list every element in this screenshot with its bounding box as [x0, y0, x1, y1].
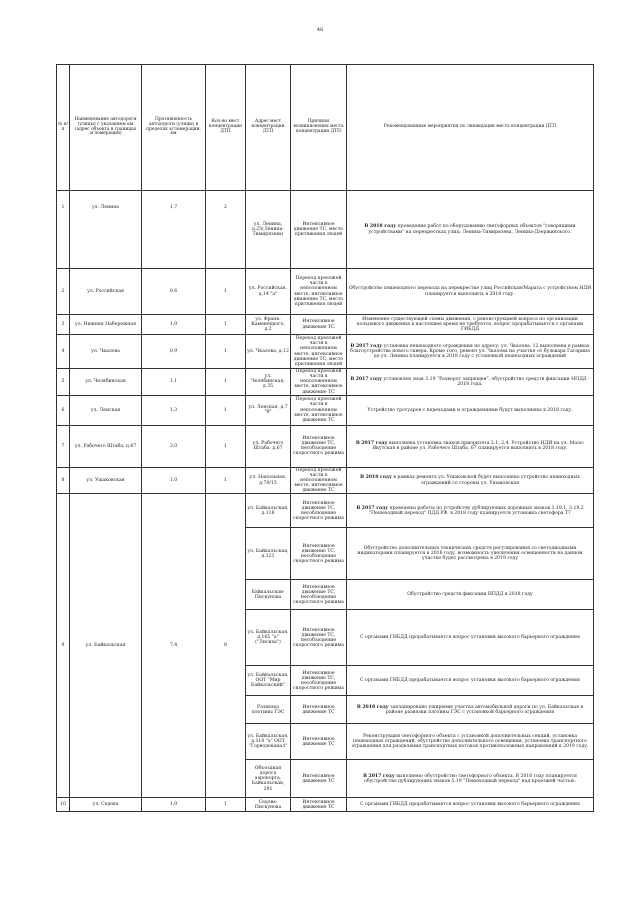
place-cause: Интенсивное движение ТС, несоблюдение скоростного режима — [291, 494, 347, 528]
measure-text: установка пешеходного ограждения по адресу: ул. Чкалова, 12 выполнена в рамках благоустройства нового сквера. Кроме того, ремонт ул. Чкалова на участке от бульвара Гагарина до ул. Ленина планируется в 2018 году с установкой пешеходных ограждений — [350, 343, 590, 360]
street-name: ул. Чкалова — [70, 335, 142, 369]
place-measure — [347, 798, 594, 812]
place-address: ул. Напольная, д.70/15 — [246, 467, 291, 494]
street-length: 3,0 — [142, 425, 206, 467]
measure-year: В 2017 году — [350, 343, 383, 349]
place-measure — [347, 191, 594, 269]
measure-year: В 2017 году — [356, 505, 389, 511]
street-name: ул. Седова — [70, 798, 142, 812]
place-measure — [347, 666, 594, 696]
measure-text: Реконструкция светофорного объекта с установкой дополнительных секций, установка пешеходных ограждений, обустройство дополнительного освещения, установка транспортного ограждения для разделения транспортных потоков противоположных направлений в 2019 году. — [351, 734, 589, 750]
measure-text: выполнена установка знаков приоритета 2.1, 2.4. Устройство НДИ на ул. Мало-Якутская в районе ул. Рабочего Штаба, 67 планируется выполнить в 2018 году. — [372, 441, 585, 452]
places-count: 1 — [206, 467, 246, 494]
place-measure — [347, 395, 594, 425]
street-length: 1,0 — [142, 315, 206, 335]
places-count: 1 — [206, 425, 246, 467]
places-count: 1 — [206, 798, 246, 812]
table-row — [57, 395, 594, 425]
street-name: ул. Ушаковская — [70, 467, 142, 494]
place-measure — [347, 269, 594, 315]
header-measures: Рекомендованные мероприятия по ликвидации места концентрации ДТП — [347, 65, 594, 191]
row-number: 2 — [57, 269, 70, 315]
place-address: ул. Байкальская, ООТ "Мир Байкальский" — [246, 666, 291, 696]
table-row — [57, 425, 594, 467]
street-length: 1,3 — [142, 395, 206, 425]
places-count: 1 — [206, 369, 246, 396]
place-cause: Интенсивное движение ТС — [291, 798, 347, 812]
header-address: Адрес мест концентрации ДТП — [246, 65, 291, 191]
measure-year: В 2018 году — [364, 224, 397, 230]
places-count: 1 — [206, 395, 246, 425]
place-measure — [347, 315, 594, 335]
place-cause: Интенсивное движение ТС — [291, 724, 347, 760]
street-length: 1,1 — [142, 369, 206, 396]
place-cause: Интенсивное движение ТС, несоблюдение скоростного режима — [291, 425, 347, 467]
row-number: 8 — [57, 467, 70, 494]
place-measure — [347, 610, 594, 666]
dtp-table — [56, 64, 594, 812]
place-address: ул. Байкальская, д.310 "а" ООТ "Горводоканал" — [246, 724, 291, 760]
measure-text: установлен знак 3.19 "Разворот запрещен", обустройство средств фиксации НПДД - 2018 года. — [382, 376, 590, 387]
place-address: Развязка плотины ГЭС — [246, 696, 291, 724]
measure-text: С органами ГИБДД прорабатывается вопрос установки высокого барьерного ограждения — [360, 635, 580, 641]
place-cause: Интенсивное движение ТС, место притяжения людей — [291, 191, 347, 269]
place-cause: Переход проезжей части в неположенном месте, интенсивное движение ТС — [291, 395, 347, 425]
street-name: ул. Российская — [70, 269, 142, 315]
place-measure — [347, 467, 594, 494]
row-number: 4 — [57, 335, 70, 369]
street-length: 0,9 — [142, 335, 206, 369]
header-num: № п/п — [57, 65, 70, 191]
place-cause: Переход проезжей части в неположенном месте, интенсивное движение ТС — [291, 369, 347, 396]
place-measure — [347, 580, 594, 610]
table-row — [57, 467, 594, 494]
measure-text: запланировано уширение участка автомобильной дороги по ул. Байкальская в районе развязки плотины ГЭС с установкой барьерного ограждения — [385, 704, 584, 715]
row-number: 9 — [57, 494, 70, 798]
table-row — [57, 369, 594, 396]
table-body — [57, 191, 594, 812]
street-name: ул. Нижняя Набережная — [70, 315, 142, 335]
table-row — [57, 494, 594, 528]
street-length: 1,0 — [142, 467, 206, 494]
place-cause: Переход проезжей части в неположенном месте, интенсивное движение ТС, место притяжения людей — [291, 335, 347, 369]
place-measure — [347, 335, 594, 369]
table-row — [57, 269, 594, 315]
place-measure — [347, 494, 594, 528]
measure-text: С органами ГИБДД прорабатывается вопрос установки высокого барьерного ограждения — [360, 678, 580, 684]
street-length: 7,4 — [142, 494, 206, 798]
row-number: 5 — [57, 369, 70, 396]
measure-text: выполнено обустройство светофорного объекта. В 2018 году планируется обустройство дублирующих знаков 5.19 "Пешеходный переход" над проезжей частью. — [364, 773, 577, 784]
street-name: ул. Рабочего Штаба, д.67 — [70, 425, 142, 467]
places-count: 1 — [206, 269, 246, 315]
place-measure — [347, 425, 594, 467]
place-cause: Переход проезжей части в неположенном месте, интенсивное движение ТС, место притяжения людей — [291, 269, 347, 315]
measure-text: Обустройство пешеходного перехода на перекрестке улиц Российская/Марата с устройством НДИ планируется выполнить в 2018 году. — [348, 286, 592, 297]
measure-text: С органами ГИБДД прорабатывается вопрос установки высокого барьерного ограждения — [360, 802, 580, 808]
places-count: 8 — [206, 494, 246, 798]
place-cause: Интенсивное движение ТС, несоблюдение скоростного режима — [291, 528, 347, 580]
place-cause: Переход проезжей части в неположенном месте, интенсивное движение ТС — [291, 467, 347, 494]
place-measure — [347, 528, 594, 580]
place-cause: Интенсивное движение ТС, несоблюдение скоростного режима — [291, 666, 347, 696]
place-address: ул. Российская, д.14 "а" — [246, 269, 291, 315]
row-number: 6 — [57, 395, 70, 425]
place-address: ул. Чкалова, д.12 — [246, 335, 291, 369]
page-number: 48 — [316, 27, 324, 33]
place-address: ул. Челябинская, д.35 — [246, 369, 291, 396]
street-length: 1,0 — [142, 798, 206, 812]
measure-text: проведены работы по устройству дублирующих дорожных знаков 3.19.1, 3.19.2 "Пешеходный переход" ПДД РФ, в 2018 году планируется установка светофора Т7 — [369, 505, 584, 516]
street-name: ул. Ленина — [70, 191, 142, 269]
measure-year: В 2018 году — [356, 704, 389, 710]
table-row — [57, 335, 594, 369]
table-row — [57, 191, 594, 269]
street-name: ул. Челябинская — [70, 369, 142, 396]
place-cause: Интенсивное движение ТС, несоблюдение скоростного режима — [291, 580, 347, 610]
street-name: ул. Байкальская — [70, 494, 142, 798]
places-count: 2 — [206, 191, 246, 269]
measure-text: Обустройство дополнительных технических средств регулирования со светодиодными индикаторами планируется в 2018 году, возможность увеличения освещенности на данном участке будет рассмотрена в 2019 году — [357, 546, 583, 562]
place-address: ул. Байкальская, д.165 "а" ("Лисиха") — [246, 610, 291, 666]
row-number: 1 — [57, 191, 70, 269]
measure-text: проведение работ по оборудованию светофорных объектов "говорящими устройствами" на перекрестках улиц: Ленина-Тимирязева, Ленина-Дзержинского. — [368, 224, 576, 235]
header-count: Кол-во мест концентрации ДТП — [206, 65, 246, 191]
measure-year: В 2017 году — [355, 441, 388, 447]
place-cause: Интенсивное движение ТС — [291, 696, 347, 724]
street-length: 0,6 — [142, 269, 206, 315]
measure-year: В 2017 году — [363, 773, 395, 779]
places-count: 1 — [206, 315, 246, 335]
place-address: ул. Байкальская, д.118 — [246, 494, 291, 528]
table-row — [57, 798, 594, 812]
place-address: Байкальская-Пискунова — [246, 580, 291, 610]
place-cause: Интенсивное движение ТС, несоблюдение скоростного режима — [291, 610, 347, 666]
place-address: Объездная дорога аэропорта, Байкальская, 291 — [246, 760, 291, 798]
place-measure — [347, 369, 594, 396]
place-cause: Интенсивное движение ТС — [291, 760, 347, 798]
measure-text: в рамках ремонта ул. Ушаковской будет выполнено устройство пешеходных ограждений со стороны ул. Ушаковская — [391, 475, 580, 486]
place-address: Седова-Пискунова — [246, 798, 291, 812]
place-measure — [347, 696, 594, 724]
place-address: ул. Ленина, д.25(Ленина-Тимирязева) — [246, 191, 291, 269]
place-address: ул. Ленская, д.7 "б" — [246, 395, 291, 425]
place-measure — [347, 724, 594, 760]
place-measure — [347, 760, 594, 798]
header-causes: Причины возникновения места концентрации ДТП — [291, 65, 347, 191]
header-name: Наименование автодороги (улицы) с указанием км (адрес объекта в границах агломерации) — [70, 65, 142, 191]
header-row — [57, 65, 594, 191]
place-address: ул. Байкальская, д.121 — [246, 528, 291, 580]
measure-text: Обустройство средств фиксации НПДД в 2018 году — [407, 592, 533, 598]
place-address: ул. Франк-Каменецкого, д.2 — [246, 315, 291, 335]
measure-year: В 2017 году — [350, 376, 383, 382]
street-name: ул. Ленская — [70, 395, 142, 425]
row-number: 7 — [57, 425, 70, 467]
street-length: 1,7 — [142, 191, 206, 269]
measure-text: Изменение существующей схемы движения, с реконструкцией вопроса по организации кольцевого движения в настоящее время не требуется, вопрос прорабатывается с органами ГИБДД — [356, 316, 584, 333]
row-number: 3 — [57, 315, 70, 335]
places-count: 1 — [206, 335, 246, 369]
row-number: 10 — [57, 798, 70, 812]
place-address: ул. Рабочего Штаба, д.67 — [246, 425, 291, 467]
place-cause: Интенсивное движение ТС — [291, 315, 347, 335]
header-length: Протяженность автодороги (улицы) в пределах агломерации, км — [142, 65, 206, 191]
measure-year: В 2018 году — [360, 475, 392, 481]
table-row — [57, 315, 594, 335]
measure-text: Устройство тротуаров с переходами и ограждениями будут выполнены в 2018 году. — [367, 407, 573, 413]
